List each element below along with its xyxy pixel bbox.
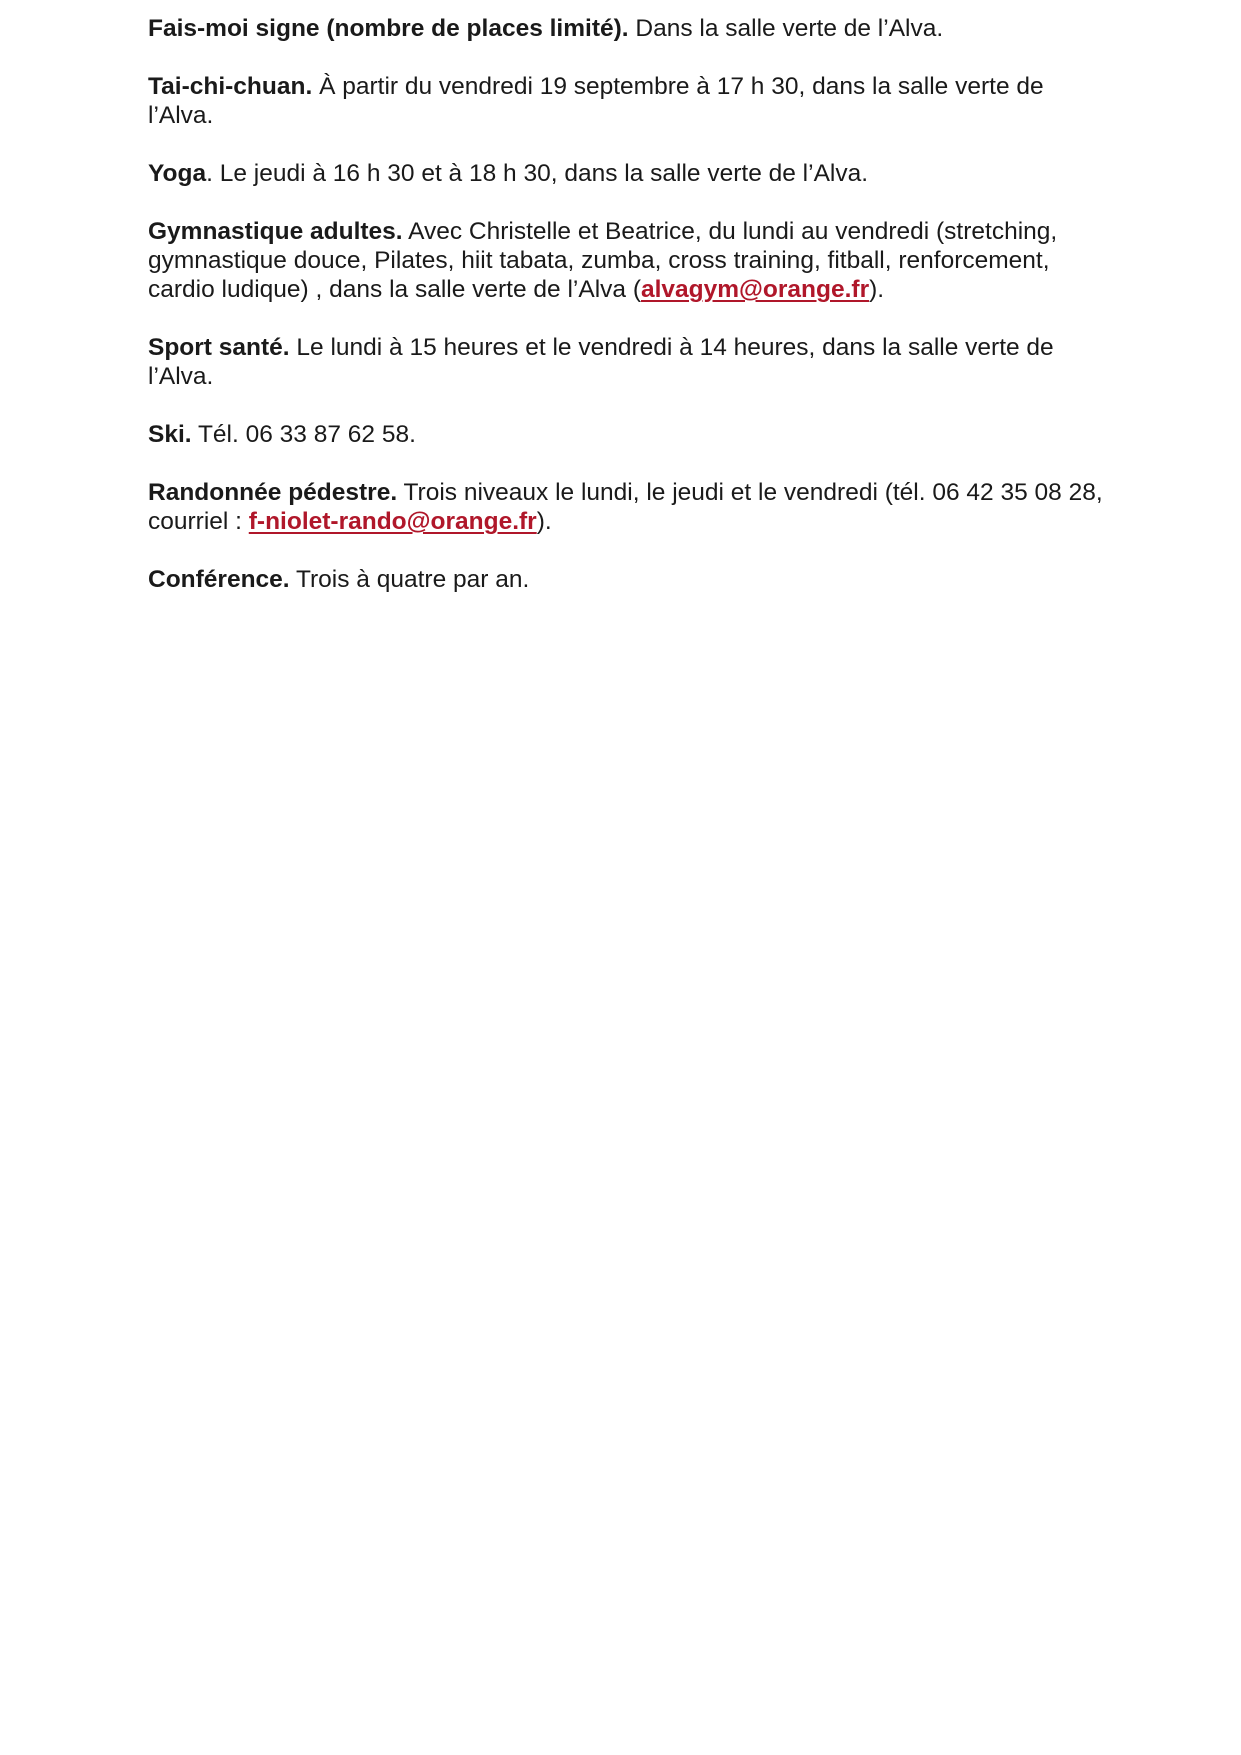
paragraph-text: À partir du vendredi 19 septembre à 17 h 30, dans la salle verte de l’Alva. — [148, 73, 1044, 129]
paragraph-text-after: ). — [536, 508, 552, 535]
document-page — [148, 14, 1108, 623]
paragraph-text-after: ). — [869, 276, 885, 303]
paragraph-text: Trois niveaux le lundi, le jeudi et le vendredi (tél. 06 42 35 08 28, courriel : — [148, 479, 1103, 535]
paragraph-title: Fais-moi signe (nombre de places limité). — [148, 15, 629, 42]
email-link-niolet-rando[interactable]: f-niolet-rando@orange.fr — [248, 508, 537, 535]
paragraph-title: Yoga — [148, 160, 207, 187]
paragraph-title: Conférence. — [148, 566, 290, 593]
paragraph-yoga — [148, 159, 1108, 188]
paragraph-title: Sport santé. — [148, 334, 290, 361]
paragraph-title: Randonnée pédestre. — [148, 479, 398, 506]
paragraph-conference — [148, 565, 1108, 594]
paragraph-text: Avec Christelle et Beatrice, du lundi au vendredi (stretching, gymnastique douce, Pilates, hiit tabata, zumba, cross training, fitball, renforcement, cardio ludique) , dans la salle verte de l’Alva ( — [148, 218, 1058, 303]
paragraph-ski — [148, 420, 1108, 449]
paragraph-tai-chi-chuan — [148, 72, 1108, 130]
paragraph-text: Dans la salle verte de l’Alva. — [628, 15, 944, 42]
paragraph-text: . Le jeudi à 16 h 30 et à 18 h 30, dans la salle verte de l’Alva. — [206, 160, 869, 187]
paragraph-text: Trois à quatre par an. — [289, 566, 530, 593]
paragraph-text: Le lundi à 15 heures et le vendredi à 14 heures, dans la salle verte de l’Alva. — [148, 334, 1054, 390]
paragraph-title: Ski. — [148, 421, 192, 448]
paragraph-fais-moi-signe — [148, 14, 1108, 43]
email-link-alvagym[interactable]: alvagym@orange.fr — [640, 276, 870, 303]
paragraph-text: Tél. 06 33 87 62 58. — [191, 421, 416, 448]
paragraph-sport-sante — [148, 333, 1108, 391]
paragraph-randonnee-pedestre — [148, 478, 1108, 536]
paragraph-title: Gymnastique adultes. — [148, 218, 403, 245]
paragraph-gymnastique-adultes — [148, 217, 1108, 304]
paragraph-title: Tai-chi-chuan. — [148, 73, 313, 100]
